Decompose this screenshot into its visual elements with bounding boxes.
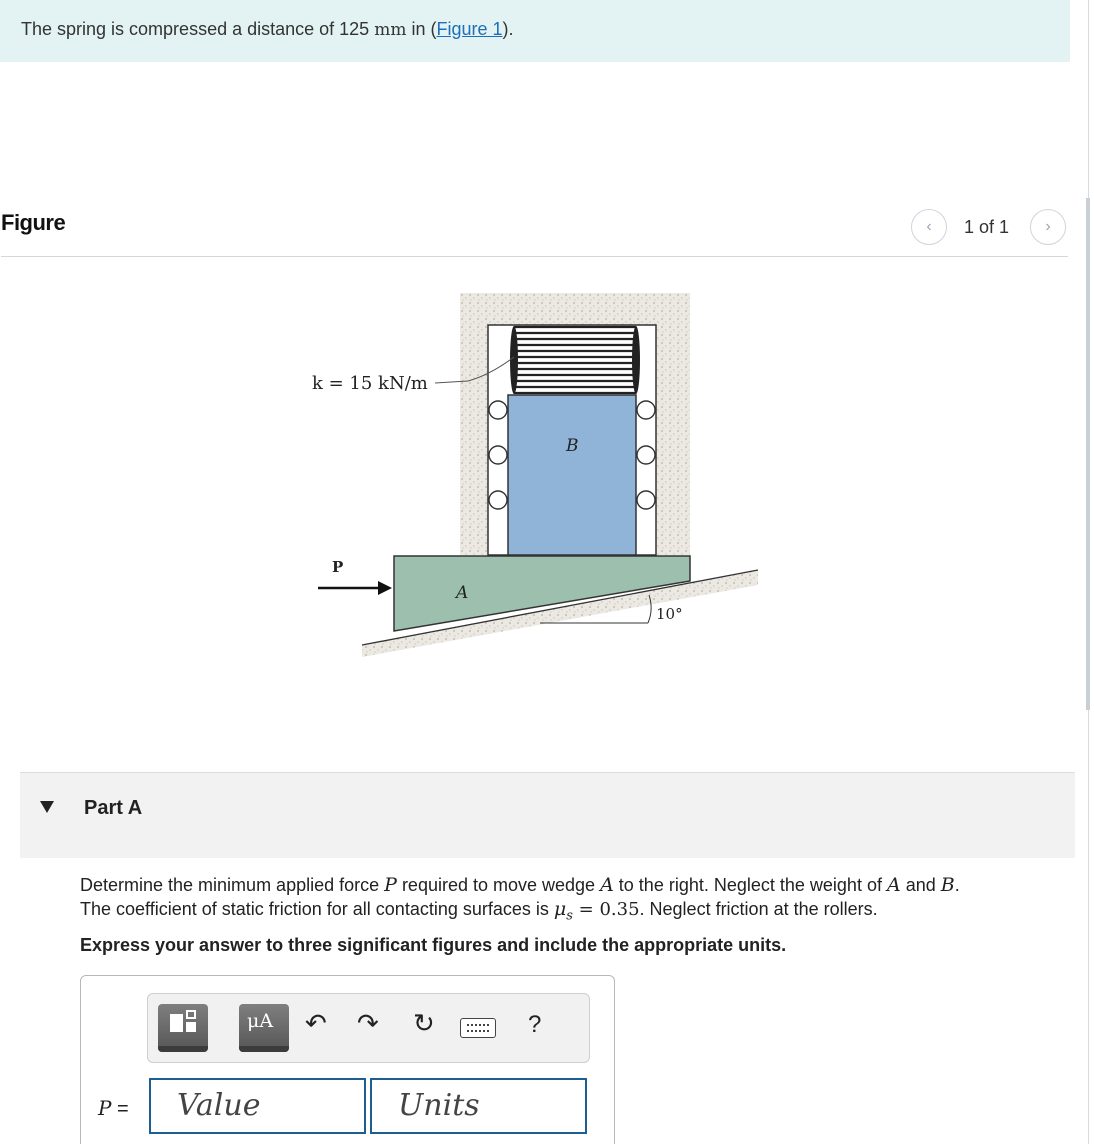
angle-label: 10° (656, 605, 683, 623)
units-input[interactable]: Units (370, 1078, 587, 1134)
spring-constant-label: k = 15 kN/m (312, 373, 428, 394)
problem-intro (0, 0, 1070, 62)
chevron-left-icon[interactable]: ‹ (911, 209, 947, 245)
answer-variable-label: P = (98, 1096, 129, 1120)
spring-wedge-figure (300, 285, 770, 665)
collapse-arrow-icon[interactable] (40, 801, 54, 813)
figure-pager: 1 of 1 (964, 217, 1010, 237)
reset-icon[interactable]: ↻ (413, 1008, 435, 1038)
templates-icon[interactable] (158, 1004, 208, 1052)
force-arrow-p (318, 581, 392, 595)
block-label-b: B (566, 436, 579, 456)
figure-link[interactable]: Figure 1 (436, 19, 503, 39)
help-button[interactable]: ? (528, 1011, 542, 1038)
intro-text: The spring is compressed a distance of 125 mm in (Figure 1). (21, 19, 514, 40)
redo-icon[interactable]: ↷ (357, 1008, 379, 1038)
units-button[interactable]: μA (239, 1004, 289, 1052)
part-a-header[interactable] (20, 772, 1075, 858)
part-label[interactable]: Part A (84, 797, 143, 819)
figure-divider (1, 256, 1068, 257)
templates-button-base (158, 1046, 208, 1052)
undo-icon[interactable]: ↶ (305, 1008, 327, 1038)
wedge-label-a: A (456, 583, 469, 603)
force-label-p: P (332, 558, 344, 576)
block-b (508, 395, 636, 555)
keyboard-icon[interactable] (460, 1018, 496, 1038)
value-input[interactable]: Value (149, 1078, 366, 1134)
scrollbar[interactable] (1086, 198, 1090, 710)
figure-title: Figure (1, 210, 66, 235)
instruction-text: Express your answer to three significant figures and include the appropriate units. (80, 935, 787, 955)
chevron-right-icon[interactable]: › (1030, 209, 1066, 245)
units-button-base (239, 1046, 289, 1052)
question-text: Determine the minimum applied force P required to move wedge A to the right. Neglect the weight of A and B. The coefficient of static friction for all contacting surfaces is $\mu_s = 0.35$. Neglect friction at the rollers. (80, 874, 960, 924)
